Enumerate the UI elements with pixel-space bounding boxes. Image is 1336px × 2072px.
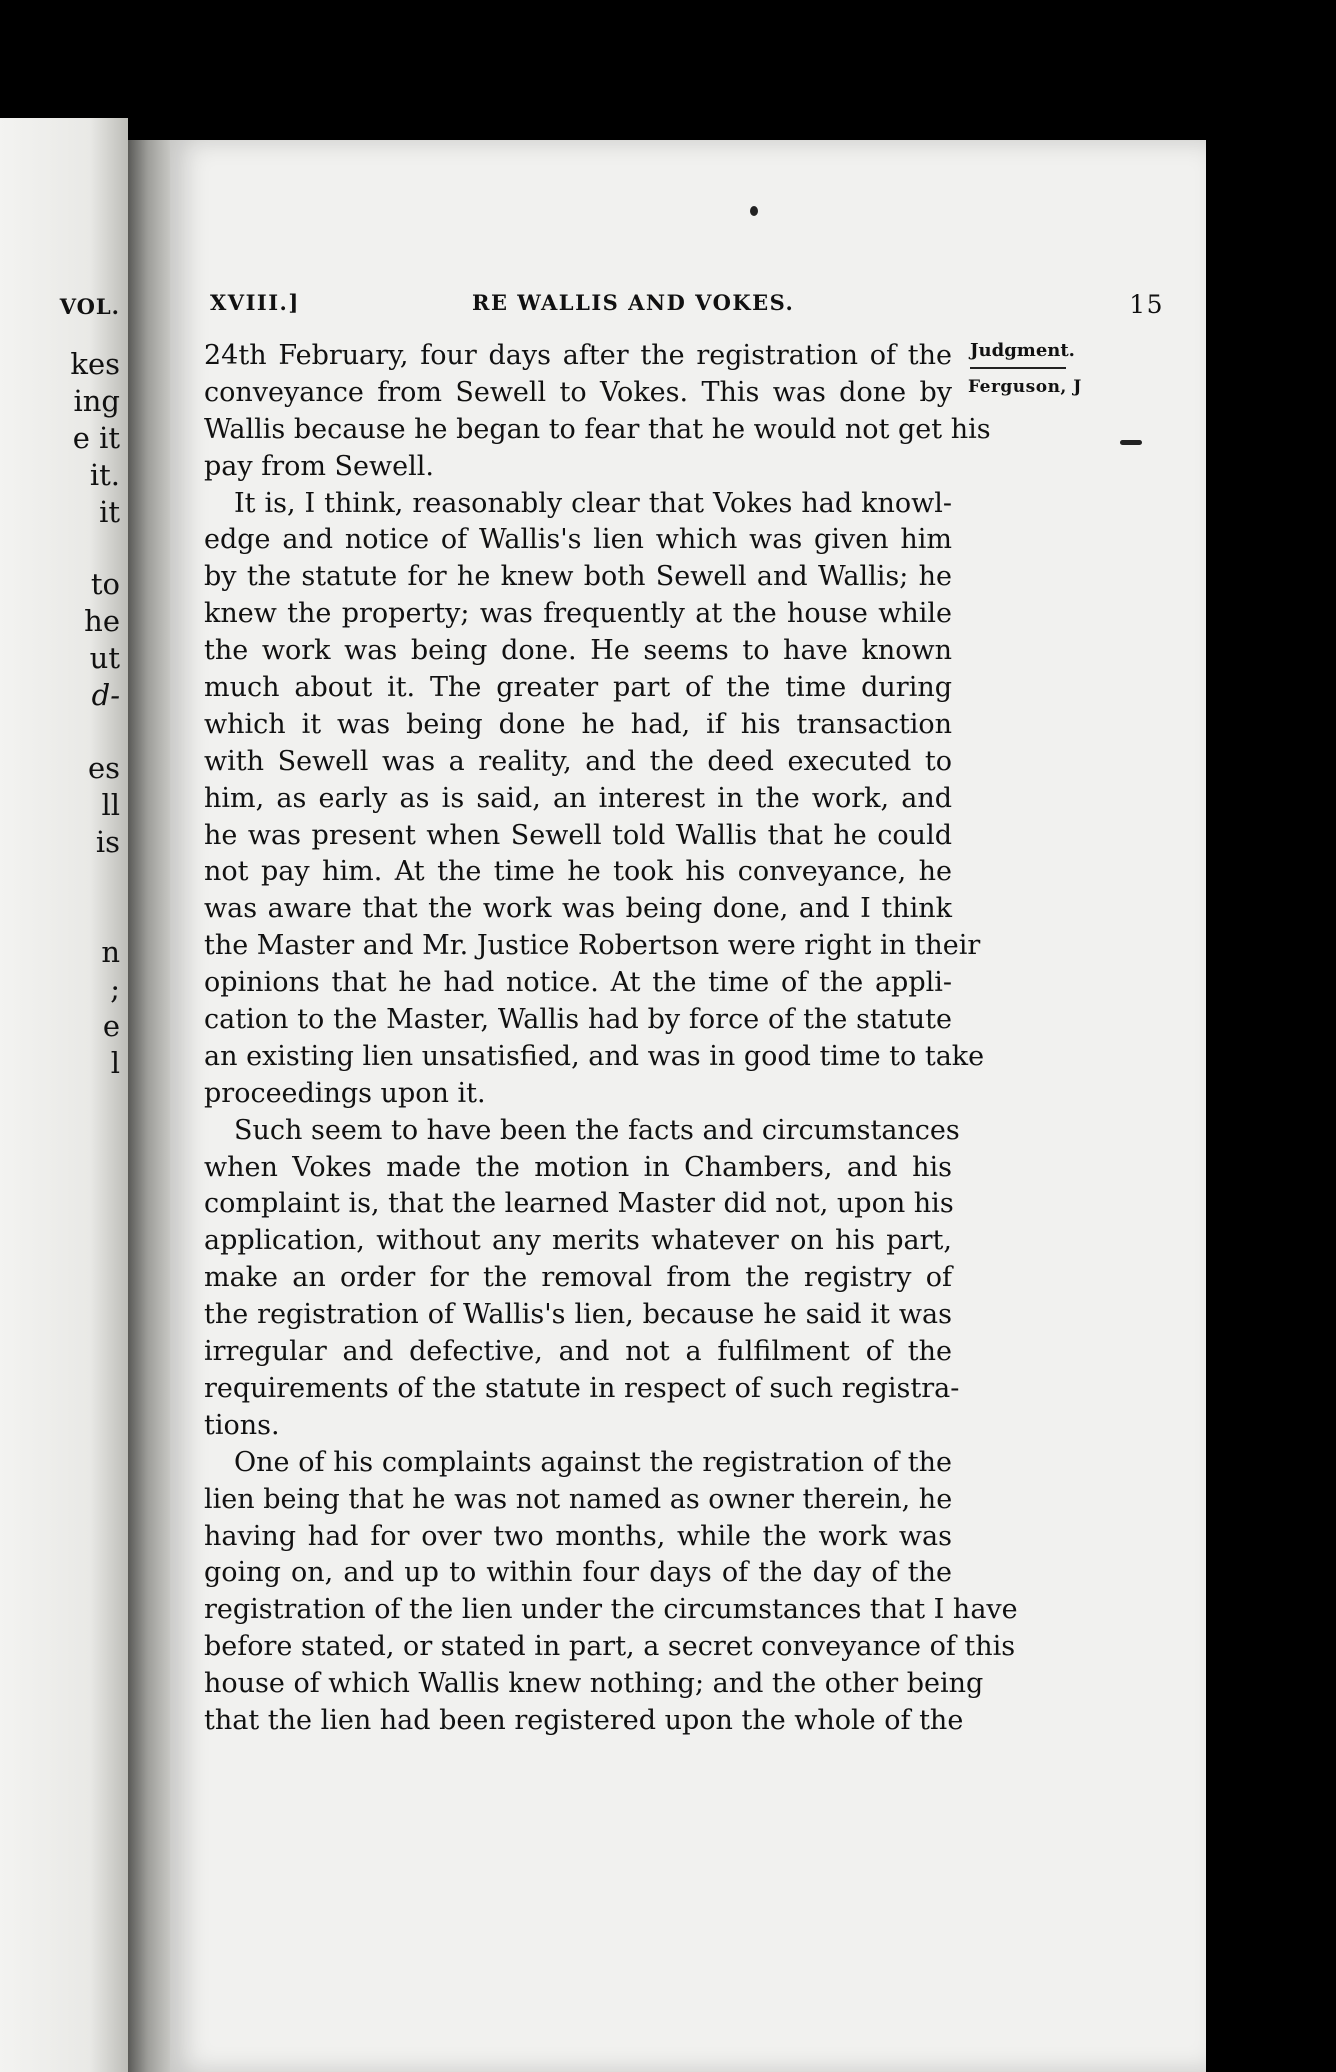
side-notes [968,340,1108,397]
running-header [210,290,1164,322]
text-line: lien being that he was not named as owner therein, he [204,1483,953,1515]
text-line: knew the property; was frequently at the house while [204,598,952,630]
text-line: opinions that he had notice. At the time of the appli- [204,967,952,999]
left-page-fragment: kes [70,347,120,381]
left-page-fragment: d- [91,678,120,712]
left-page-fragment: VOL. [59,294,120,319]
text-line: pay from Sewell. [204,450,434,482]
text-line: before stated, or stated in part, a secret conveyance of this [204,1631,1016,1663]
text-line: him, as early as is said, an interest in the work, and [204,782,952,814]
ink-speck [1120,440,1142,445]
left-page-fragment: n [101,935,120,969]
text-line: not pay him. At the time he took his conveyance, he [204,856,952,888]
text-line: going on, and up to within four days of the day of the [204,1557,952,1589]
left-page-fragment: es [87,751,120,785]
text-line: application, without any merits whatever on his part, [204,1225,952,1257]
text-line: Wallis because he began to fear that he would not get his [204,413,991,445]
text-line: having had for over two months, while the work was [204,1520,952,1552]
left-page-fragment: he [84,604,120,638]
left-page-fragment: ing [73,384,120,418]
text-line: It is, I think, reasonably clear that Vokes had knowl- [234,487,952,519]
text-line: cation to the Master, Wallis had by force of the statute [204,1004,952,1036]
text-line: requirements of the statute in respect of such registra- [204,1372,960,1404]
text-line: he was present when Sewell told Wallis that he could [204,819,952,851]
text-line: the Master and Mr. Justice Robertson were right in their [204,930,981,962]
text-line: the work was being done. He seems to have known [204,635,952,667]
judge-note: Ferguson, J [968,377,1082,397]
left-page-fragment: is [95,825,120,859]
volume-marker: XVIII.] [210,290,300,315]
left-page-fragment: to [90,567,120,601]
text-line: One of his complaints against the registration of the [234,1446,952,1478]
text-line: an existing lien unsatisfied, and was in good time to take [204,1040,985,1072]
text-line: when Vokes made the motion in Chambers, and his [204,1151,952,1183]
left-page-fragment: ; [110,972,120,1006]
body-text [204,338,1018,1740]
text-line: complaint is, that the learned Master did not, upon his [204,1188,954,1220]
running-title: RE WALLIS AND VOKES. [472,290,795,315]
book-page [170,140,1206,2072]
text-line: irregular and defective, and not a fulfilment of the [204,1336,952,1368]
judgment-note: Judgment. [970,340,1066,369]
text-line: with Sewell was a reality, and the deed executed to [204,745,952,777]
text-line: was aware that the work was being done, and I think [204,893,952,925]
text-line: 24th February, four days after the registration of the [204,340,952,371]
left-page-fragment: ll [101,788,120,822]
left-page-fragment: e it [72,421,120,455]
left-page-fragment: it. [89,458,120,492]
text-line: proceedings upon it. [204,1077,486,1109]
text-line: house of which Wallis knew nothing; and the other being [204,1668,984,1700]
left-page-fragment: e [102,1009,120,1043]
left-page-fragment: ut [89,641,120,675]
text-line: conveyance from Sewell to Vokes. This was done by [204,376,952,408]
text-line: edge and notice of Wallis's lien which was given him [204,524,952,556]
text-line: that the lien had been registered upon the whole of the [204,1704,964,1736]
text-line: which it was being done he had, if his transaction [204,708,952,740]
text-line: the registration of Wallis's lien, because he said it was [204,1299,952,1331]
text-line: Such seem to have been the facts and circumstances [234,1114,960,1146]
previous-page-edge [0,118,128,2072]
page-number: 15 [1129,290,1164,319]
left-page-fragment: l [110,1046,120,1080]
left-page-fragment: it [99,495,120,529]
text-line: make an order for the removal from the registry of [204,1262,952,1294]
text-line: registration of the lien under the circumstances that I have [204,1594,1018,1626]
text-line: much about it. The greater part of the time during [204,672,952,704]
ink-speck [750,206,758,216]
text-line: by the statute for he knew both Sewell and Wallis; he [204,561,952,593]
text-line: tions. [204,1409,280,1441]
